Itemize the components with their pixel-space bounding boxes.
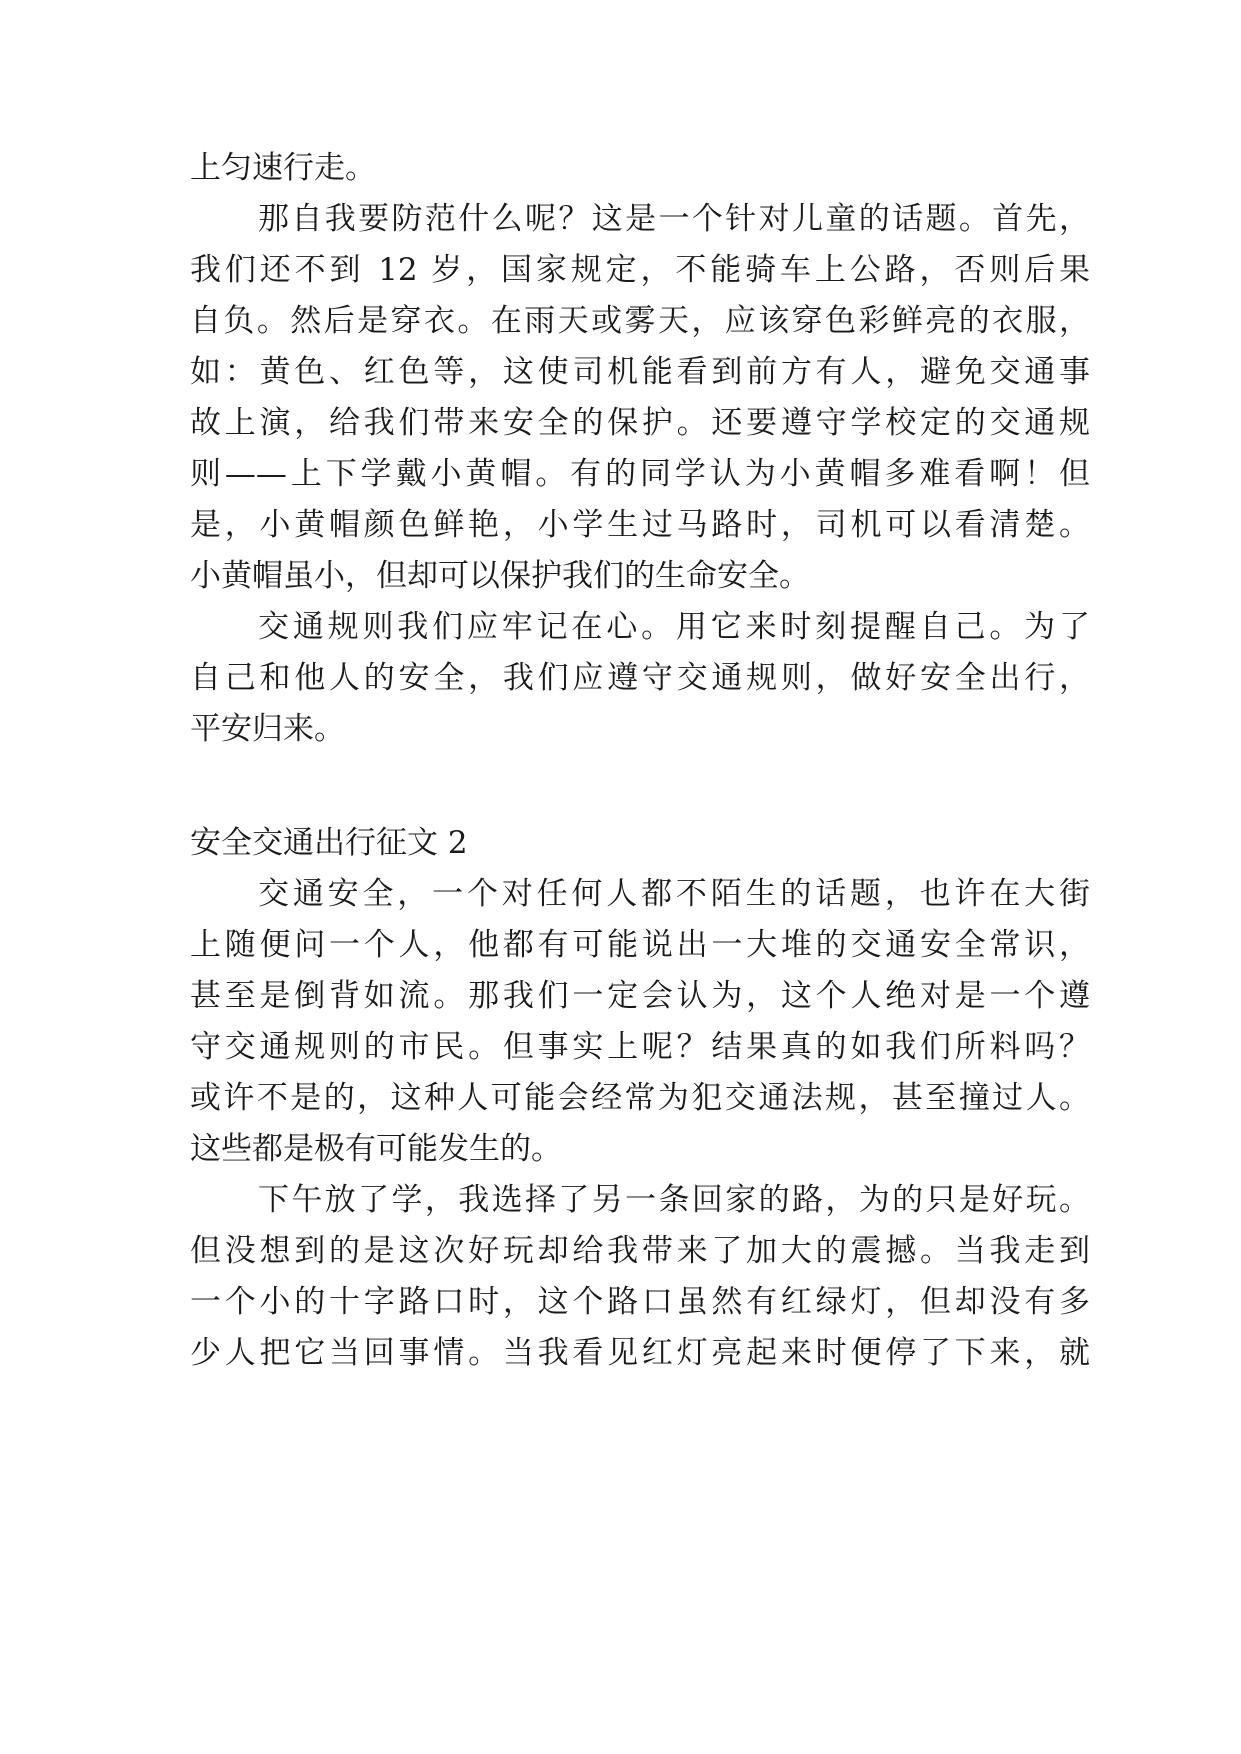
text-line: 则——上下学戴小黄帽。有的同学认为小黄帽多难看啊！但 <box>190 456 1090 492</box>
paragraph-first-line: 那自我要防范什么呢？这是一个针对儿童的话题。首先， <box>258 201 1090 237</box>
text-line: 故上演，给我们带来安全的保护。还要遵守学校定的交通规 <box>190 405 1090 441</box>
text-line: 但没想到的是这次好玩却给我带来了加大的震撼。当我走到 <box>190 1233 1090 1269</box>
paragraph-first-line: 下午放了学，我选择了另一条回家的路，为的只是好玩。 <box>258 1182 1090 1218</box>
text-line: 或许不是的，这种人可能会经常为犯交通法规，甚至撞过人。 <box>190 1080 1090 1116</box>
text-line: 这些都是极有可能发生的。 <box>190 1131 562 1167</box>
paragraph-first-line: 交通规则我们应牢记在心。用它来时刻提醒自己。为了 <box>258 609 1090 645</box>
text-line: 小黄帽虽小，但却可以保护我们的生命安全。 <box>190 558 810 594</box>
text-line: 自己和他人的安全，我们应遵守交通规则，做好安全出行， <box>190 660 1090 696</box>
text-line: 平安归来。 <box>190 711 345 747</box>
text-line: 守交通规则的市民。但事实上呢？结果真的如我们所料吗？ <box>190 1029 1090 1065</box>
text-line: 我们还不到 12 岁，国家规定，不能骑车上公路，否则后果 <box>190 252 1090 288</box>
text-line: 是，小黄帽颜色鲜艳，小学生过马路时，司机可以看清楚。 <box>190 507 1090 543</box>
text-line: 少人把它当回事情。当我看见红灯亮起来时便停了下来，就 <box>190 1335 1090 1371</box>
text-line: 一个小的十字路口时，这个路口虽然有红绿灯，但却没有多 <box>190 1284 1090 1320</box>
text-line: 自负。然后是穿衣。在雨天或雾天，应该穿色彩鲜亮的衣服， <box>190 303 1090 339</box>
text-line: 如：黄色、红色等，这使司机能看到前方有人，避免交通事 <box>190 354 1090 390</box>
paragraph-first-line: 交通安全，一个对任何人都不陌生的话题，也许在大街 <box>258 876 1090 912</box>
section-heading: 安全交通出行征文 2 <box>190 825 468 861</box>
text-line: 上匀速行走。 <box>190 150 376 186</box>
text-line: 甚至是倒背如流。那我们一定会认为，这个人绝对是一个遵 <box>190 978 1090 1014</box>
text-line: 上随便问一个人，他都有可能说出一大堆的交通安全常识， <box>190 927 1090 963</box>
